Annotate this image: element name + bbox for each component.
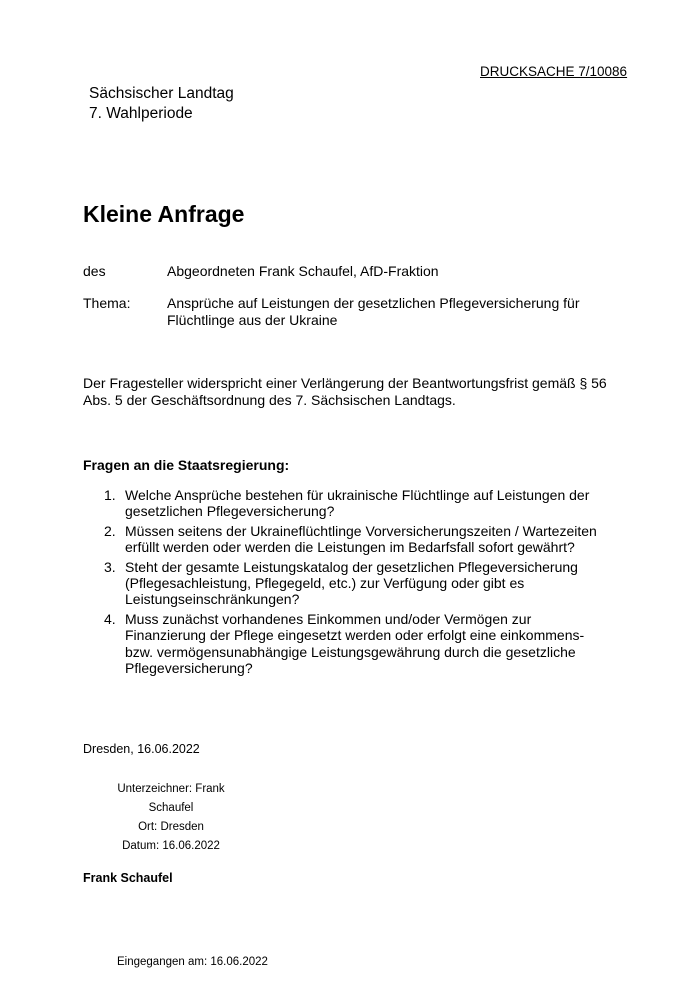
- question-number: 4.: [104, 610, 116, 627]
- document-title: Kleine Anfrage: [83, 201, 245, 227]
- parliament-header: [89, 84, 234, 124]
- question-text: Welche Ansprüche bestehen für ukrainische Flüchtlinge auf Leistungen der gesetzlichen Pflegeversicherung?: [125, 487, 590, 520]
- signature-line: Schaufel: [148, 802, 194, 814]
- question-text: Muss zunächst vorhandenes Einkommen und/oder Vermögen zur Finanzierung der Pflege eingesetzt werden oder erfolgt eine einkommens- bzw. vermögensunabhängige Leistungsgewährung durch die gesetzliche Pflegeversicherung?: [125, 610, 585, 677]
- intro-paragraph: Der Fragesteller widerspricht einer Verlängerung der Beantwortungsfrist gemäß § 56 Abs. 5 der Geschäftsordnung des 7. Sächsischen Landtags.: [83, 375, 607, 408]
- topic-label: Thema:: [83, 295, 131, 311]
- des-label: des: [83, 263, 106, 279]
- legislative-period: 7. Wahlperiode: [89, 105, 193, 122]
- document-number: DRUCKSACHE 7/10086: [480, 64, 628, 79]
- questions-list: [83, 487, 603, 679]
- question-item: [83, 487, 603, 520]
- question-number: 1.: [104, 487, 116, 503]
- des-value: Abgeordneten Frank Schaufel, AfD-Fraktion: [167, 263, 439, 279]
- question-number: 3.: [104, 558, 116, 575]
- question-text: Müssen seitens der Ukraineflüchtlinge Vorversicherungszeiten / Wartezeiten erfüllt werden oder werden die Leistungen im Bedarfsfall sofort gewährt?: [125, 522, 597, 556]
- question-item: [83, 559, 603, 608]
- signature-line: Datum: 16.06.2022: [122, 840, 220, 852]
- questions-heading: Fragen an die Staatsregierung:: [83, 457, 290, 473]
- question-number: 2.: [104, 522, 116, 539]
- parliament-name: Sächsischer Landtag: [89, 85, 234, 102]
- signer-name: Frank Schaufel: [83, 871, 173, 885]
- electronic-signature-block: [96, 780, 246, 856]
- received-date: Eingegangen am: 16.06.2022: [117, 956, 268, 968]
- topic-value: Ansprüche auf Leistungen der gesetzlichen Pflegeversicherung für Flüchtlinge aus der Ukraine: [167, 295, 580, 328]
- question-text: Steht der gesamte Leistungskatalog der gesetzlichen Pflegeversicherung (Pflegesachleistung, Pflegegeld, etc.) zur Verfügung oder gibt es Leistungseinschränkungen?: [125, 558, 578, 608]
- question-item: [83, 611, 603, 677]
- signature-line: Ort: Dresden: [138, 821, 204, 833]
- place-date: Dresden, 16.06.2022: [83, 742, 200, 756]
- question-item: [83, 523, 603, 556]
- signature-line: Unterzeichner: Frank: [117, 783, 225, 795]
